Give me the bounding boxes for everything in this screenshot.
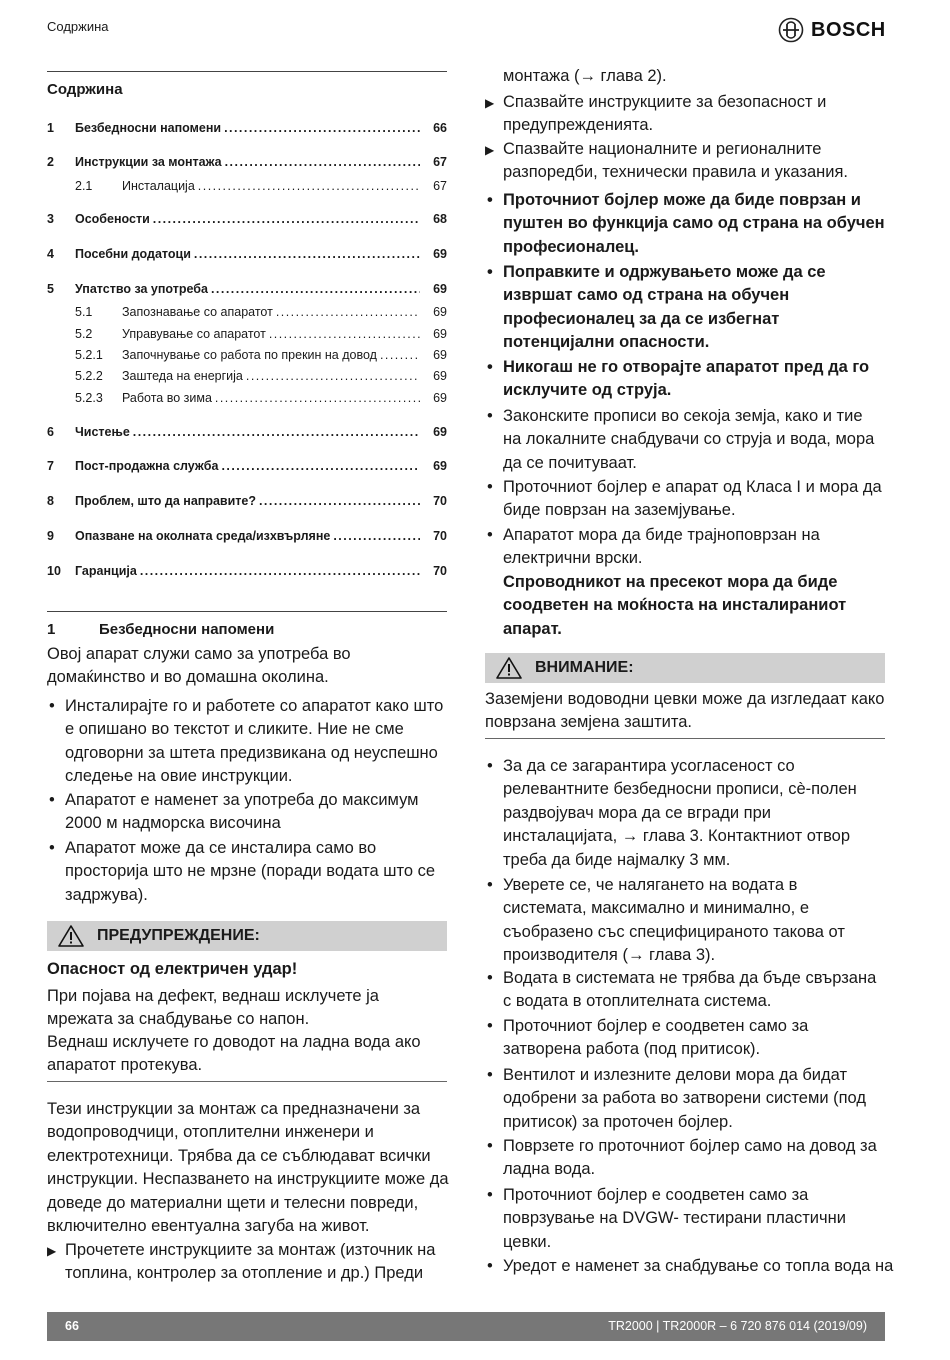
toc-label: Гаранција [75, 564, 137, 578]
toc-page: 70 [433, 529, 447, 543]
toc-label: Запознавање со апаратот [122, 305, 273, 319]
warning-banner [47, 921, 447, 951]
bosch-armature-icon [778, 17, 804, 43]
toc-number: 4 [47, 247, 54, 261]
toc-number: 9 [47, 529, 54, 543]
step-item: ▶ Прочетете инструкциите за монтаж (източник на топлина, контролер за отопление и др.) Преди [47, 1239, 447, 1286]
toc-heading: Содржина [47, 81, 123, 98]
bullet-item: • Проточниот бојлер е соодветен само за затворена работа (под притисок). [485, 1015, 885, 1062]
bullet-item: • Водата в системата не трябва да бъде свързана с водата в отоплителната система. [485, 967, 885, 1014]
bullet-item: • Поправките и одржувањето може да се извршат само од страна на обучен професионалец за да се избегнат потенцијални опасности. [485, 261, 885, 355]
toc-number: 5.2.3 [75, 391, 103, 405]
toc-label: Безбедносни напомени [75, 121, 222, 135]
toc-leader-dots [380, 348, 420, 362]
toc-row[interactable] [47, 179, 447, 197]
toc-label: Упатство за употреба [75, 282, 208, 296]
toc-page: 69 [433, 247, 447, 261]
toc-row[interactable] [47, 369, 447, 387]
toc-label: Посебни додатоци [75, 247, 191, 261]
toc-page: 69 [433, 425, 447, 439]
toc-page: 69 [433, 369, 447, 383]
toc-page: 68 [433, 212, 447, 226]
toc-page: 66 [433, 121, 447, 135]
bullet-item: • Законските прописи во секоја земја, како и тие на локалните снабдувачи со струја и вода, мора да се почитуваат. [485, 405, 885, 475]
toc-label: Опазване на околната среда/изхвърляне [75, 529, 331, 543]
toc-page: 69 [433, 391, 447, 405]
toc-label: Заштеда на енергија [122, 369, 243, 383]
section-intro: Овој апарат служи само за употреба во домаќинство и во домашна околина. [47, 645, 351, 687]
toc-page: 70 [433, 564, 447, 578]
toc-row[interactable] [47, 459, 447, 477]
toc-label: Управување со апаратот [122, 327, 266, 341]
bullet-item: • Апаратот е наменет за употреба до максимум 2000 м надморска височина [47, 789, 447, 836]
toc-row[interactable] [47, 327, 447, 345]
page-footer [47, 1312, 885, 1341]
caution-banner [485, 653, 885, 683]
toc-row[interactable] [47, 247, 447, 265]
toc-top-divider [47, 71, 447, 72]
toc-row[interactable] [47, 348, 447, 366]
toc-number: 6 [47, 425, 54, 439]
toc-row[interactable] [47, 212, 447, 230]
toc-number: 5 [47, 282, 54, 296]
toc-number: 5.2.1 [75, 348, 103, 362]
instructions-text: Тези инструкции за монтаж са предназначени за водопроводчици, отоплителни инженери и електротехници. Трябва да се съблюдават всички инструкции. Неспазването на инструкциите може да доведе до материални щети и телесни повреди, включително евентуална загуба на живот. [47, 1100, 449, 1236]
toc-row[interactable] [47, 494, 447, 512]
warning-divider [47, 1081, 447, 1082]
toc-bottom-divider [47, 611, 447, 612]
warning-triangle-icon [57, 924, 85, 948]
toc-label: Особености [75, 212, 150, 226]
section-title: Безбедносни напомени [99, 621, 275, 638]
toc-number: 2.1 [75, 179, 93, 193]
toc-number: 10 [47, 564, 61, 578]
toc-page: 69 [433, 305, 447, 319]
warning-title: ПРЕДУПРЕЖДЕНИЕ: [97, 927, 260, 944]
toc-number: 5.2 [75, 327, 93, 341]
toc-leader-dots [225, 155, 420, 169]
toc-label: Инструкции за монтажа [75, 155, 222, 169]
toc-row[interactable] [47, 564, 447, 582]
bullet-item: • Уредот е наменет за снабдување со топла вода на [485, 1255, 903, 1278]
brand-name: BOSCH [811, 18, 886, 41]
toc-row[interactable] [47, 282, 447, 300]
section-heading [47, 621, 274, 638]
bullet-item: • Уверете се, че налягането на водата в системата, максимално и минимално, е съобразено със специфицираното такова от производителя (→ глава 3). [485, 874, 885, 968]
toc-page: 69 [433, 327, 447, 341]
toc-leader-dots [194, 247, 420, 261]
toc-page: 69 [433, 282, 447, 296]
toc-label: Пост-продажна служба [75, 459, 219, 473]
warning-subtitle: Опасност од електричен удар! [47, 960, 298, 978]
toc-leader-dots [246, 369, 420, 383]
toc-leader-dots [198, 179, 420, 193]
toc-number: 5.2.2 [75, 369, 103, 383]
caution-title: ВНИМАНИЕ: [535, 659, 634, 676]
toc-leader-dots [140, 564, 420, 578]
document-reference: TR2000 | TR2000R – 6 720 876 014 (2019/09) [608, 1319, 867, 1333]
continued-text: монтажа (→ глава 2). [503, 67, 667, 85]
toc-page: 67 [433, 155, 447, 169]
toc-page: 69 [433, 459, 447, 473]
toc-leader-dots [211, 282, 420, 296]
toc-label: Започнување со работа по прекин на довод [122, 348, 377, 362]
toc-page: 70 [433, 494, 447, 508]
brand-logo [778, 17, 886, 43]
section-number: 1 [47, 621, 56, 638]
toc-label: Работа во зима [122, 391, 212, 405]
bullet-item: • Апаратот мора да биде трајноповрзан на електрични врски. [485, 524, 885, 571]
page-header-title: Содржина [47, 19, 109, 34]
bullet-item: • За да се загарантира усогласеност со релевантните безбедносни прописи, сè-полен раздвојувач мора да се вгради при инсталацијата, → глава 3. Контактниот отвор треба да биде најмалку 3 мм. [485, 755, 885, 872]
page-number: 66 [65, 1319, 79, 1333]
toc-number: 1 [47, 121, 54, 135]
toc-row[interactable] [47, 529, 447, 547]
toc-page: 67 [433, 179, 447, 193]
toc-label: Чистење [75, 425, 130, 439]
bullet-item: • Проточниот бојлер може да биде поврзан и пуштен во функција само од страна на обучен професионалец. [485, 189, 885, 259]
caution-text: Заземјени водоводни цевки може да изгледаат како поврзана земјена заштита. [485, 690, 885, 732]
toc-number: 5.1 [75, 305, 93, 319]
toc-row[interactable] [47, 121, 447, 139]
warning-text: Веднаш исклучете го доводот на ладна вода ако апаратот протекува. [47, 1033, 421, 1075]
toc-leader-dots [333, 529, 420, 543]
bold-note: Спроводникот на пресекот мора да биде соодветен на моќноста на инсталираниот апарат. [503, 573, 847, 638]
toc-leader-dots [259, 494, 420, 508]
toc-number: 7 [47, 459, 54, 473]
toc-page: 69 [433, 348, 447, 362]
warning-text: При појава на дефект, веднаш исклучете ја мрежата за снабдување со напон. [47, 987, 379, 1029]
step-item: ▶ Спазвайте инструкциите за безопасност и предупрежденията. [485, 91, 885, 138]
toc-leader-dots [276, 305, 420, 319]
toc-leader-dots [133, 425, 420, 439]
toc-label: Проблем, што да направите? [75, 494, 256, 508]
bullet-item: • Поврзете го проточниот бојлер само на довод за ладна вода. [485, 1135, 885, 1182]
toc-row[interactable] [47, 391, 447, 409]
bullet-item: • Проточниот бојлер е соодветен само за поврзување на DVGW- тестирани пластични цевки. [485, 1184, 885, 1254]
bullet-item: • Вентилот и излезните делови мора да бидат одобрени за работа во затворени системи (под притисок) за проточен бојлер. [485, 1064, 885, 1134]
caution-divider [485, 738, 885, 739]
toc-row[interactable] [47, 425, 447, 443]
toc-number: 2 [47, 155, 54, 169]
bullet-item: • Проточниот бојлер е апарат од Класа I и мора да биде поврзан на заземјување. [485, 476, 885, 523]
toc-row[interactable] [47, 155, 447, 173]
toc-leader-dots [269, 327, 420, 341]
toc-label: Инсталација [122, 179, 195, 193]
toc-row[interactable] [47, 305, 447, 323]
toc-leader-dots [224, 121, 420, 135]
toc-number: 8 [47, 494, 54, 508]
toc-number: 3 [47, 212, 54, 226]
toc-leader-dots [153, 212, 420, 226]
warning-triangle-icon [495, 656, 523, 680]
step-item: ▶ Спазвайте националните и регионалните разпоредби, технически правила и указания. [485, 138, 885, 185]
bullet-item: • Инсталирајте го и работете со апаратот како што е опишано во текстот и сликите. Ние не сме одговорни за штета предизвикана од неуспешно следење на овие инструкции. [47, 695, 447, 789]
toc-leader-dots [221, 459, 420, 473]
bullet-item: • Никогаш не го отворајте апаратот пред да го исклучите од струја. [485, 356, 885, 403]
bullet-item: • Апаратот може да се инсталира само во просторија што не мрзне (поради водата што се задржува). [47, 837, 447, 907]
toc-leader-dots [215, 391, 420, 405]
